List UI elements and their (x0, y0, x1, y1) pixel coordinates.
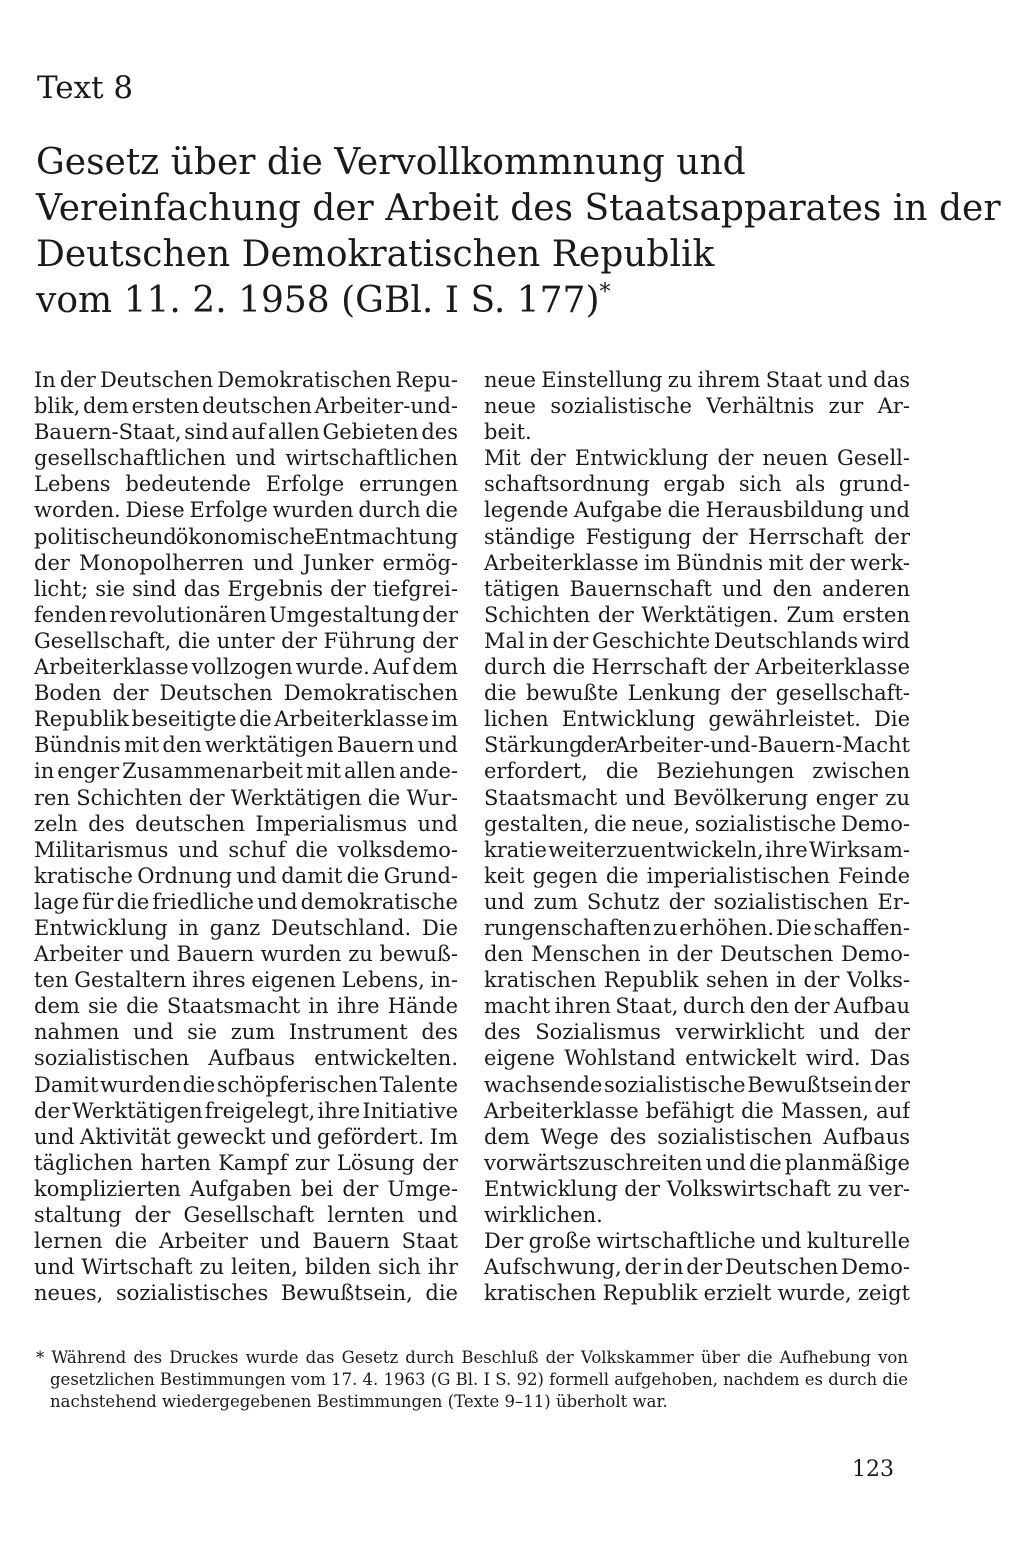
text-line: Damit wurden die schöpferischen Talente (34, 1072, 458, 1097)
footnote (36, 1347, 908, 1413)
text-line: durch die Herrschaft der Arbeiterklasse (484, 655, 910, 680)
title-line-4 (36, 278, 936, 324)
text-line: Militarismus und schuf die volksdemo- (34, 837, 458, 862)
text-line: schaftsordnung ergab sich als grund- (484, 472, 910, 497)
text-line: neue sozialistische Verhältnis zur Ar- (484, 394, 910, 419)
text-line: und Wirtschaft zu leiten, bilden sich ihr (34, 1255, 458, 1280)
text-line: Entwicklung der Volkswirtschaft zu ver- (484, 1176, 910, 1201)
text-line: des Sozialismus verwirklicht und der (484, 1020, 910, 1045)
text-line: Arbeiter und Bauern wurden zu bewuß- (34, 942, 458, 967)
text-line: Arbeiterklasse vollzogen wurde. Auf dem (34, 655, 458, 680)
text-line: und zum Schutz der sozialistischen Er- (484, 889, 910, 914)
text-line: staltung der Gesellschaft lernten und (34, 1203, 458, 1227)
text-line: Bündnis mit den werktätigen Bauern und (34, 733, 458, 758)
text-line: dem Wege des sozialistischen Aufbaus (484, 1124, 910, 1149)
text-line: Lebens bedeutende Erfolge errungen (34, 472, 458, 497)
title-line-1: Gesetz über die Vervollkommnung und (36, 142, 746, 183)
text-line: Aufschwung, der in der Deutschen Demo- (484, 1255, 910, 1280)
text-line: worden. Diese Erfolge wurden durch die (34, 498, 458, 523)
text-line: wachsende sozialistische Bewußtsein der (484, 1072, 910, 1097)
text-line: eigene Wohlstand entwickelt wird. Das (484, 1046, 910, 1071)
body-left-column (34, 367, 458, 1306)
text-line: licht; sie sind das Ergebnis der tiefgrei- (34, 576, 458, 601)
text-line: in enger Zusammenarbeit mit allen ande- (34, 759, 458, 784)
text-line: Mal in der Geschichte Deutschlands wird (484, 628, 910, 653)
page-number: 123 (852, 1457, 894, 1482)
text-line: und Aktivität geweckt und gefördert. Im (34, 1124, 458, 1149)
footnote-line: nachstehend wiedergegebenen Bestimmungen (Texte 9–11) überholt war. (50, 1392, 668, 1411)
text-line: gesellschaftlichen und wirtschaftlichen (34, 446, 458, 471)
text-line: täglichen harten Kampf zur Lösung der (34, 1150, 458, 1175)
text-line: kratische Ordnung und damit die Grund- (34, 863, 458, 888)
title-date-text: vom 11. 2. 1958 (GBl. I S. 177) (36, 280, 600, 321)
text-line: politische und ökonomische Entmachtung (34, 524, 458, 549)
law-title (36, 140, 1001, 324)
text-line: lernen die Arbeiter und Bauern Staat (34, 1229, 458, 1254)
footnote-line: gesetzlichen Bestimmungen vom 17. 4. 1963 (G Bl. I S. 92) formell aufgehoben, nachdem es durch die (50, 1370, 908, 1389)
text-line: erfordert, die Beziehungen zwischen (484, 759, 910, 784)
text-line: Arbeiterklasse im Bündnis mit der werk- (484, 550, 910, 575)
text-line: Entwicklung in ganz Deutschland. Die (34, 915, 458, 940)
text-line: neues, sozialistisches Bewußtsein, die (34, 1281, 458, 1306)
text-line: komplizierten Aufgaben bei der Umge- (34, 1176, 458, 1201)
text-line: kratischen Republik erzielt wurde, zeigt (484, 1281, 910, 1306)
text-line: ständige Festigung der Herrschaft der (484, 524, 910, 549)
text-line: vorwärtszuschreiten und die planmäßige (484, 1150, 910, 1175)
text-line: der Werktätigen freigelegt, ihre Initiative (34, 1098, 458, 1123)
text-line: ten Gestaltern ihres eigenen Lebens, in- (34, 968, 458, 993)
text-number-label: Text 8 (37, 70, 134, 106)
text-line: Bauern-Staat, sind auf allen Gebieten des (34, 420, 458, 445)
text-line: fenden revolutionären Umgestaltung der (34, 602, 458, 627)
text-line: tätigen Bauernschaft und den anderen (484, 576, 910, 601)
body-right-column (484, 367, 910, 1306)
text-line: Republik beseitigte die Arbeiterklasse im (34, 707, 458, 732)
text-line: dem sie die Staatsmacht in ihre Hände (34, 994, 458, 1019)
text-line: wirklichen. (484, 1203, 603, 1227)
text-line: lage für die friedliche und demokratische (34, 889, 458, 914)
text-line: In der Deutschen Demokratischen Repu- (34, 368, 458, 392)
text-line: Stärkung der Arbeiter-und-Bauern-Macht (484, 733, 910, 758)
text-line: kratie weiterzuentwickeln, ihre Wirksam- (484, 837, 910, 862)
text-line: lichen Entwicklung gewährleistet. Die (484, 707, 910, 732)
text-line: Staatsmacht und Bevölkerung enger zu (484, 785, 910, 810)
text-line: neue Einstellung zu ihrem Staat und das (484, 368, 910, 392)
text-line: beit. (484, 420, 532, 445)
text-line: der Monopolherren und Junker ermög- (34, 550, 458, 575)
text-line: die bewußte Lenkung der gesellschaft- (484, 681, 910, 706)
text-line: kratischen Republik sehen in der Volks- (484, 968, 910, 993)
text-line: nahmen und sie zum Instrument des (34, 1020, 458, 1045)
text-line: Der große wirtschaftliche und kulturelle (484, 1229, 910, 1254)
text-line: blik, dem ersten deutschen Arbeiter-und- (34, 394, 458, 419)
text-line: Gesellschaft, die unter der Führung der (34, 628, 458, 653)
text-line: den Menschen in der Deutschen Demo- (484, 942, 910, 967)
text-line: keit gegen die imperialistischen Feinde (484, 863, 910, 888)
text-line: legende Aufgabe die Herausbildung und (484, 498, 910, 523)
text-line: macht ihren Staat, durch den der Aufbau (484, 994, 910, 1019)
footnote-marker: * (599, 280, 611, 305)
text-line: sozialistischen Aufbaus entwickelten. (34, 1046, 458, 1071)
title-line-3: Deutschen Demokratischen Republik (36, 234, 715, 275)
text-line: gestalten, die neue, sozialistische Demo- (484, 811, 910, 836)
text-line: rungenschaften zu erhöhen. Die schaffen- (484, 915, 910, 940)
footnote-line: * Während des Druckes wurde das Gesetz durch Beschluß der Volkskammer über die Aufhebung von (36, 1348, 908, 1367)
text-line: zeln des deutschen Imperialismus und (34, 811, 458, 836)
text-line: Schichten der Werktätigen. Zum ersten (484, 602, 910, 627)
text-line: Mit der Entwicklung der neuen Gesell- (484, 446, 910, 471)
text-line: ren Schichten der Werktätigen die Wur- (34, 785, 458, 810)
title-line-2: Vereinfachung der Arbeit des Staatsapparates in der (36, 188, 1001, 229)
text-line: Boden der Deutschen Demokratischen (34, 681, 458, 706)
text-line: Arbeiterklasse befähigt die Massen, auf (484, 1098, 910, 1123)
